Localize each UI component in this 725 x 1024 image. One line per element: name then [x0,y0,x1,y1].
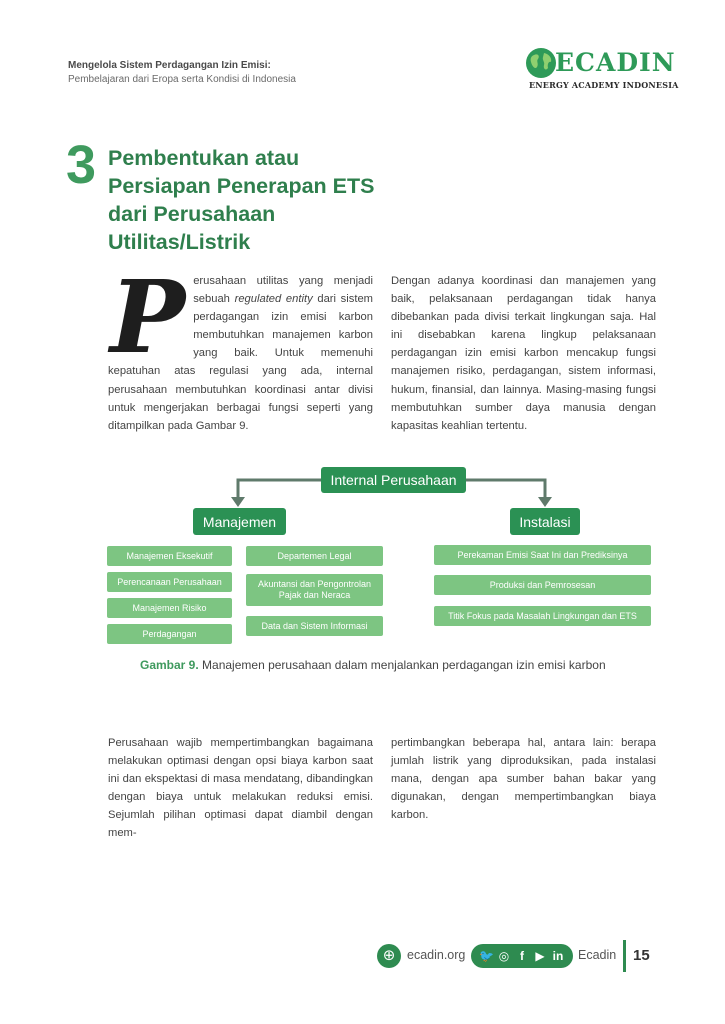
diagram-item: Data dan Sistem Informasi [246,616,383,636]
website-link[interactable]: ecadin.org [407,948,466,962]
logo-tagline: ENERGY ACADEMY INDONESIA [529,80,679,90]
diagram-branch-manajemen: Manajemen [193,508,286,535]
diagram-item: Perekaman Emisi Saat Ini dan Prediksinya [434,545,651,565]
paragraph-optimization [108,734,373,843]
linkedin-icon[interactable]: in [552,949,564,963]
diagram-item: Perencanaan Perusahaan [107,572,232,592]
running-header-title: Mengelola Sistem Perdagangan Izin Emisi: [68,60,271,71]
diagram-item: Produksi dan Pemrosesan [434,575,651,595]
page-footer [377,940,677,972]
caption-label: Gambar 9. [140,658,199,672]
coordination-text: Dengan adanya koordinasi dan manajemen yang baik, pelaksanaan perdagangan tidak hanya dibebankan pada divisi terkait lingkungan saja. Hal ini disebabkan karena lingkup pelaksanaan perdagangan izin emisi karbon mencakup fungsi manajemen risiko, perdagangan, sistem informasi, hukum, finansial, dan lainnya. Masing-masing fungsi membutuhkan sumber daya manusia dengan kapasitas keahlian tertentu. [391,275,656,432]
social-icons [471,944,573,968]
youtube-icon[interactable]: ▶ [535,949,545,963]
connector-left [238,480,321,499]
page-number: 15 [633,947,650,964]
intro-text-b: dari sistem perdagangan izin emisi karbon membutuhkan manajemen karbon yang baik. Untuk memenuhi kepatuhan atas regulasi yang ada, internal perusahaan membutuhkan koordinasi antar divisi untuk mengerjakan berbagai fungsi seperti yang ditampilkan pada Gambar 9. [108,293,374,432]
connector-right [466,480,545,499]
instagram-icon[interactable]: ◎ [498,949,510,963]
twitter-icon[interactable]: 🐦 [479,949,494,963]
optimization-text: Perusahaan wajib mempertimbangkan bagaimana melakukan optimasi dengan opsi biaya karbon saat ini dan ekspektasi di masa mendatang, dibandingkan dengan biaya untuk melakukan reduksi emisi. Sejumlah pilihan optimasi dapat diambil dengan mem- [108,737,373,840]
footer-brand: Ecadin [578,948,617,962]
arrowhead-left [231,497,245,507]
caption-text: Manajemen perusahaan dalam menjalankan perdagangan izin emisi karbon [198,658,606,672]
diagram-item: Akuntansi dan Pengontrolan Pajak dan Neraca [246,574,383,606]
diagram-item: Titik Fokus pada Masalah Lingkungan dan ETS [434,606,651,626]
section-number: 3 [66,135,97,195]
section-title: Pembentukan atau Persiapan Penerapan ETS dari Perusahaan Utilitas/Listrik [108,146,375,254]
diagram-item: Manajemen Eksekutif [107,546,232,566]
running-header-subtitle: Pembelajaran dari Eropa serta Kondisi di Indonesia [68,74,296,85]
arrowhead-right [538,497,552,507]
diagram-branch-instalasi: Instalasi [510,508,580,535]
globe-icon: ⊕ [377,944,401,968]
drop-cap: P [110,258,186,376]
diagram-item: Perdagangan [107,624,232,644]
footer-divider [623,940,626,972]
paragraph-considerations [391,734,656,824]
intro-text-a: erusahaan utilitas yang menjadi sebuah [193,275,373,306]
intro-text-italic: regulated entity [234,293,313,306]
logo-wordmark: ECADIN [555,48,676,77]
diagram-root-node: Internal Perusahaan [321,467,466,493]
considerations-text: pertimbangkan beberapa hal, antara lain: berapa jumlah listrik yang diproduksikan, pada instalasi mana, dengan apa sumber bahan bakar yang digunakan, dengan mempertimbangkan biaya karbon. [391,737,656,822]
diagram-item: Manajemen Risiko [107,598,232,618]
figure-caption [140,658,606,672]
diagram-item: Departemen Legal [246,546,383,566]
facebook-icon[interactable]: f [520,949,524,963]
